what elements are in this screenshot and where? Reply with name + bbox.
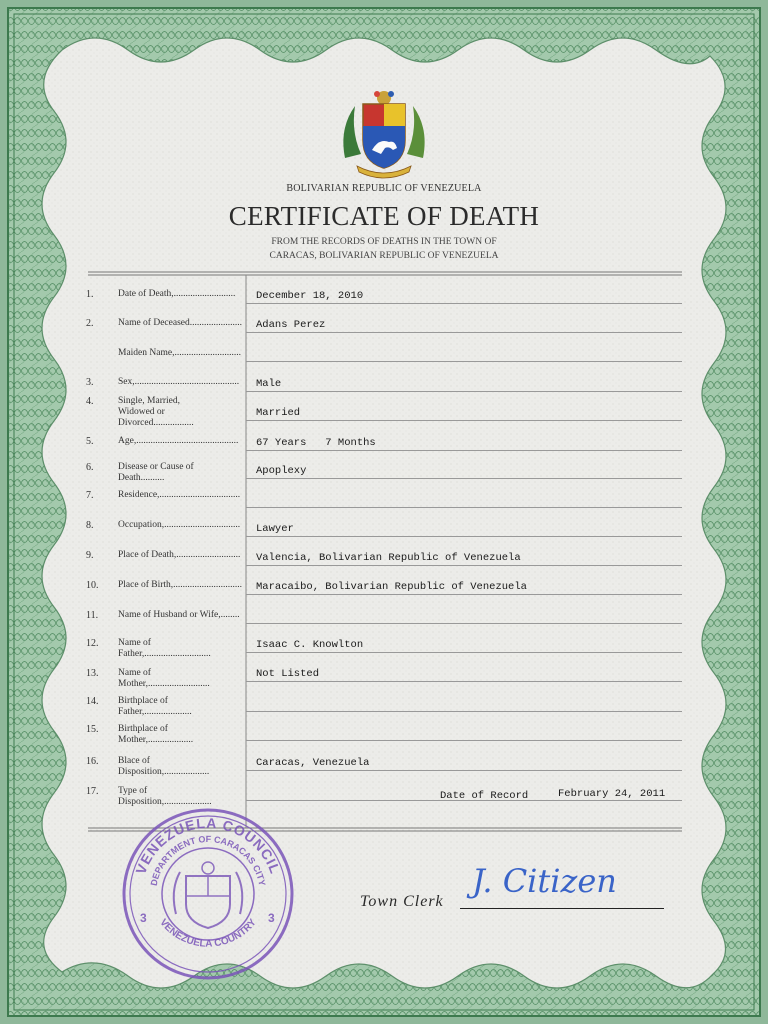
records-source-line-1: FROM THE RECORDS OF DEATHS IN THE TOWN OF — [271, 237, 497, 247]
field-number: 5. — [86, 436, 94, 447]
field-underline — [246, 420, 682, 421]
field-value: Not Listed — [256, 668, 320, 680]
stamp-outer-text: VENEZUELA COUNCIL — [132, 814, 284, 877]
town-clerk-label: Town Clerk — [360, 893, 444, 910]
field-label: Type of Disposition,.................... — [118, 786, 212, 807]
field-label: Sex,............................................ — [118, 377, 240, 387]
field-number: 6. — [86, 462, 94, 473]
stamp-number-right: 3 — [268, 911, 275, 925]
field-label: Residence,.................................. — [118, 490, 241, 500]
coat-of-arms-emblem — [337, 88, 431, 182]
field-value: Maracaibo, Bolivarian Republic of Venezuela — [256, 581, 527, 593]
field-underline — [246, 652, 682, 653]
field-number: 17. — [86, 786, 99, 797]
field-number: 16. — [86, 756, 99, 767]
field-number: 12. — [86, 638, 99, 649]
field-number: 7. — [86, 490, 94, 501]
date-of-record-value: February 24, 2011 — [558, 788, 666, 800]
field-underline — [246, 565, 682, 566]
field-number: 14. — [86, 696, 99, 707]
republic-heading: BOLIVARIAN REPUBLIC OF VENEZUELA — [286, 183, 482, 194]
field-label: Birthplace of Father,.................... — [118, 696, 192, 717]
field-number: 15. — [86, 724, 99, 735]
field-number: 1. — [86, 289, 94, 300]
field-underline — [246, 623, 682, 624]
field-value: Valencia, Bolivarian Republic of Venezuela — [256, 552, 521, 564]
clerk-signature: J. Citizen — [472, 862, 617, 900]
stamp-bottom-text: VENEZUELA COUNTRY — [157, 917, 259, 950]
field-label: Date of Death,.......................... — [118, 289, 236, 299]
field-number: 9. — [86, 550, 94, 561]
field-number: 11. — [86, 610, 99, 621]
field-label: Birthplace of Mother,................... — [118, 724, 194, 745]
field-label: Single, Married, Widowed or Divorced................. — [118, 396, 194, 428]
field-label: Place of Birth,............................. — [118, 580, 243, 590]
field-label: Disease or Cause of Death.......... — [118, 462, 194, 483]
field-label: Name of Mother,.......................... — [118, 668, 210, 689]
field-underline — [246, 740, 682, 741]
stamp-emblem-icon — [174, 862, 243, 928]
svg-text:VENEZUELA COUNTRY — [157, 917, 259, 950]
field-underline — [246, 594, 682, 595]
stamp-number-left: 3 — [140, 911, 147, 925]
field-value: Isaac C. Knowlton — [256, 639, 364, 651]
field-underline — [246, 507, 682, 508]
field-label: Name of Father,............................ — [118, 638, 211, 659]
field-value: Married — [256, 407, 301, 419]
field-underline — [246, 681, 682, 682]
field-value: Apoplexy — [256, 465, 307, 477]
field-value: Lawyer — [256, 523, 294, 535]
field-number: 8. — [86, 520, 94, 531]
signature-line — [460, 908, 664, 909]
field-underline — [246, 770, 682, 771]
field-underline — [246, 711, 682, 712]
field-label: Blace of Disposition,................... — [118, 756, 210, 777]
stamp-inner-text: DEPARTMENT OF CARACAS CITY — [148, 833, 268, 887]
field-label: Name of Husband or Wife,........ — [118, 610, 240, 620]
field-label: Maiden Name,............................ — [118, 348, 241, 358]
field-underline — [246, 303, 682, 304]
date-of-record-label: Date of Record — [440, 790, 529, 802]
field-underline — [246, 478, 682, 479]
field-number: 2. — [86, 318, 94, 329]
field-underline — [246, 332, 682, 333]
field-label: Place of Death,........................... — [118, 550, 241, 560]
field-number: 4. — [86, 396, 94, 407]
field-value: Male — [256, 378, 282, 390]
field-value: Adans Perez — [256, 319, 326, 331]
field-underline — [246, 361, 682, 362]
field-number: 13. — [86, 668, 99, 679]
field-number: 10. — [86, 580, 99, 591]
field-number: 3. — [86, 377, 94, 388]
field-value: December 18, 2010 — [256, 290, 364, 302]
field-label: Age,........................................... — [118, 436, 239, 446]
field-underline — [246, 536, 682, 537]
certificate-title: CERTIFICATE OF DEATH — [228, 201, 540, 231]
field-value: Caracas, Venezuela — [256, 757, 370, 769]
field-label: Name of Deceased...................... — [118, 318, 242, 328]
field-label: Occupation,................................ — [118, 520, 241, 530]
field-underline — [246, 391, 682, 392]
field-underline — [246, 450, 682, 451]
records-source-line-2: CARACAS, BOLIVARIAN REPUBLIC OF VENEZUELA — [269, 251, 499, 261]
field-value: 67 Years 7 Months — [256, 437, 376, 449]
council-seal-stamp — [120, 806, 296, 982]
